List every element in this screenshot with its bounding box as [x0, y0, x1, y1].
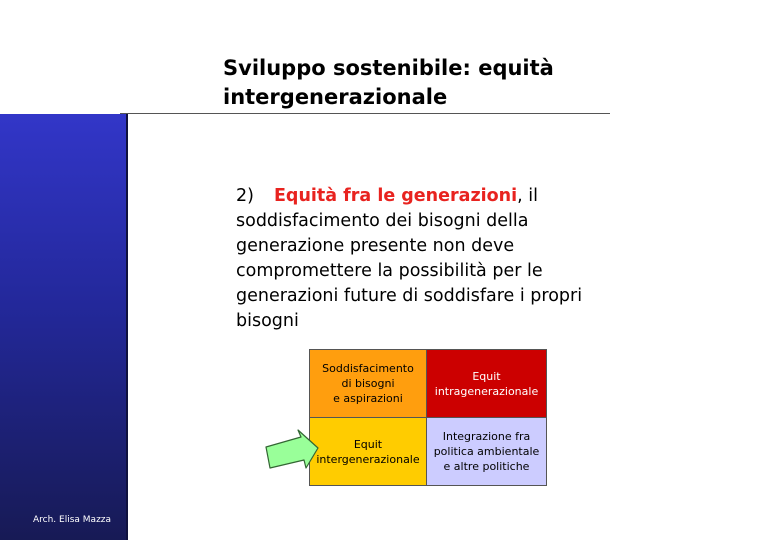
body-paragraph [236, 184, 606, 334]
matrix-cell-intragenerational: Equit intragenerazionale [426, 349, 547, 418]
matrix-cell-needs: Soddisfacimento di bisogni e aspirazioni [309, 349, 427, 418]
body-rest: , il soddisfacimento dei bisogni della generazione presente non deve compromettere la possibilità per le generazioni future di soddisfare i propri bisogni [236, 186, 583, 331]
title-divider [120, 113, 610, 114]
author-label: Arch. Elisa Mazza [33, 515, 112, 525]
highlight-phrase: Equità fra le generazioni [273, 186, 518, 206]
sidebar-band [0, 114, 128, 540]
matrix-cell-policy-integration: Integrazione fra politica ambientale e altre politiche [426, 417, 547, 486]
arrow-right-icon [263, 428, 321, 470]
item-number: 2) [236, 186, 254, 206]
matrix-cell-intergenerational: Equit intergenerazionale [309, 417, 427, 486]
slide-title: Sviluppo sostenibile: equità intergenerazionale [223, 56, 554, 109]
